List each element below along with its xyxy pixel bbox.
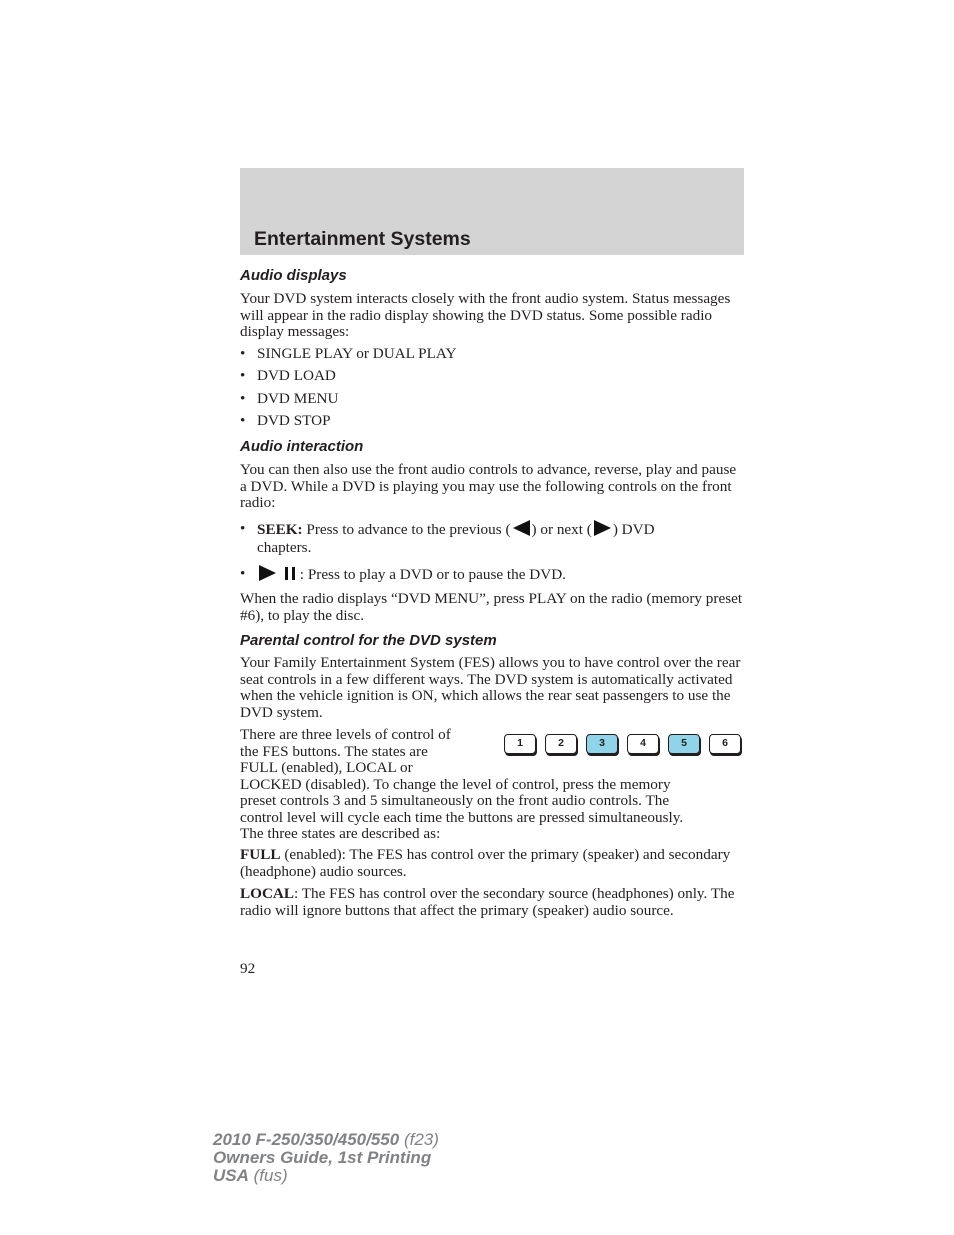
bullet-dot: • [240,520,246,537]
control-levels-line: the FES buttons. The states are [240,742,428,760]
heading-parental-control: Parental control for the DVD system [240,632,497,649]
preset-button-6: 6 [709,734,741,754]
audio-interaction-outro [240,591,744,624]
local-label: LOCAL [240,885,295,902]
preset-button-3: 3 [586,734,618,754]
document-footer [213,1131,439,1185]
footer-line-3 [213,1167,439,1185]
footer-line-1 [213,1131,439,1149]
seek-text-b: ) or next ( [531,521,592,538]
bullet-dot: • [240,390,246,407]
full-text: (enabled): The FES has control over the primary (speaker) and secondary (headphone) audio sources. [240,846,731,880]
footer-market-code: (fus) [248,1166,288,1185]
footer-model: 2010 F-250/350/450/550 [213,1130,400,1149]
heading-audio-interaction: Audio interaction [240,438,364,455]
local-state-description [240,886,744,919]
audio-interaction-outro-text: When the radio displays “DVD MENU”, press PLAY on the radio (memory preset #6), to play the disc. [240,590,743,624]
full-state-text [240,847,744,880]
seek-text-a: Press to advance to the previous ( [302,521,511,538]
heading-audio-displays: Audio displays [240,267,347,284]
pause-icon [284,567,296,580]
audio-displays-intro [240,291,744,341]
preset-button-2: 2 [545,734,577,754]
audio-displays-intro-text: Your DVD system interacts closely with the front audio system. Status messages will appear in the radio display showing the DVD status. Some possible radio display messages: [240,290,731,340]
play-pause-line [259,565,566,584]
full-state-description [240,847,744,880]
preset-button-4: 4 [627,734,659,754]
list-item-text: DVD STOP [257,412,331,429]
audio-interaction-intro [240,462,744,512]
control-levels-line: FULL (enabled), LOCAL or [240,759,413,776]
full-label: FULL [240,846,281,863]
parental-intro [240,655,744,721]
play-icon [259,565,276,581]
bullet-dot: • [240,345,246,362]
local-text: : The FES has control over the secondary source (headphones) only. The radio will ignore buttons that affect the primary (speaker) audio source. [240,885,735,919]
footer-line-2: Owners Guide, 1st Printing [213,1148,432,1167]
list-item-text: DVD MENU [257,390,339,407]
list-item-text: DVD LOAD [257,367,336,384]
preset-button-5: 5 [668,734,700,754]
seek-label: SEEK: [257,521,303,538]
page-number: 92 [240,960,256,977]
bullet-dot: • [240,367,246,384]
audio-interaction-intro-text: You can then also use the front audio controls to advance, reverse, play and pause a DVD. While a DVD is playing you may use the following controls on the front radio: [240,461,737,511]
control-levels-line: LOCKED (disabled). To change the level of control, press the memory [240,775,671,793]
seek-text-c: ) DVD [612,521,655,538]
footer-market: USA [213,1166,249,1185]
control-levels-line: control level will cycle each time the buttons are pressed simultaneously. [240,808,684,826]
control-levels-line: There are three levels of control of [240,726,451,743]
seek-right-icon [594,520,611,536]
bullet-dot: • [240,565,246,582]
play-pause-text: : Press to play a DVD or to pause the DVD. [299,566,566,583]
section-title: Entertainment Systems [254,228,471,250]
footer-model-code: (f23) [399,1130,439,1149]
list-item-text: SINGLE PLAY or DUAL PLAY [257,345,457,362]
bullet-dot: • [240,412,246,429]
seek-left-icon [513,520,530,536]
list-item-seek [240,520,744,560]
seek-text-d: chapters. [257,539,312,556]
memory-preset-buttons-illustration [504,734,744,757]
control-levels-line: preset controls 3 and 5 simultaneously on the front audio controls. The [240,792,670,809]
local-state-text [240,886,744,919]
seek-line [257,520,655,539]
control-levels-line: The three states are described as: [240,825,441,842]
parental-intro-text: Your Family Entertainment System (FES) allows you to have control over the rear seat controls in a few different ways. The DVD system is automatically activated when the vehicle ignition is ON, which allows the rear seat passengers to use the DVD system. [240,654,741,721]
preset-button-1: 1 [504,734,536,754]
